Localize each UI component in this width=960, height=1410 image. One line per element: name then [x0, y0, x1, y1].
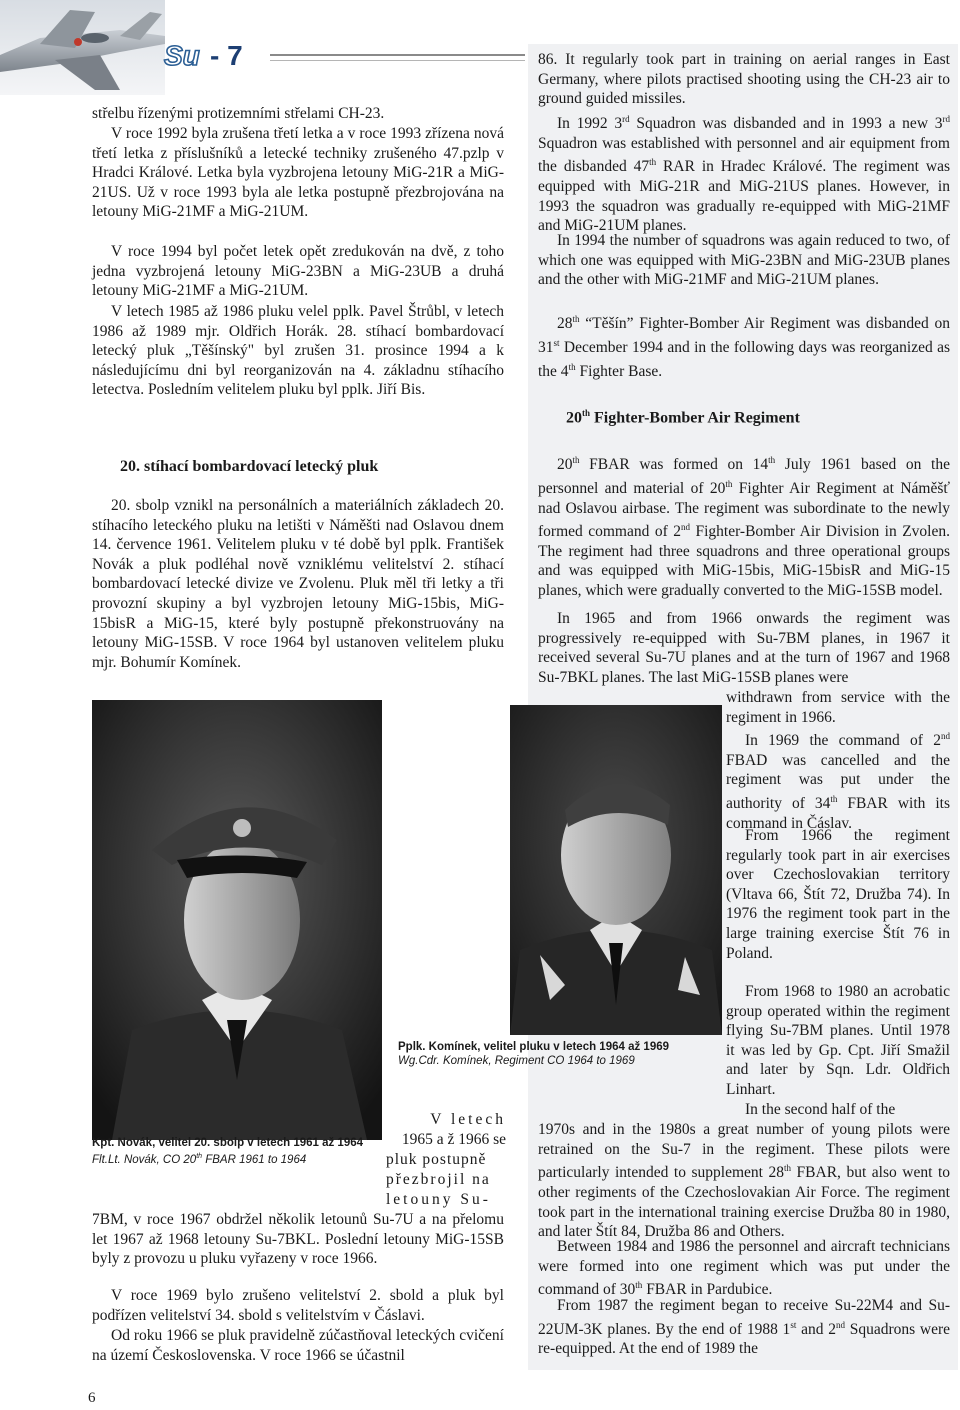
cz-paragraph-7: V roce 1969 bylo zrušeno velitelství 2. sbold a pluk byl podřízen velitelství 34. sbold s velitelstvím v Čáslavi. — [92, 1287, 504, 1324]
cz-wrap-line-1: V letech — [430, 1111, 506, 1128]
en-p5-b: FBAR was formed on 14 — [579, 456, 769, 474]
logo-model-text: - 7 — [210, 40, 243, 71]
en-p4-sup3: th — [568, 361, 576, 372]
cz-wrap-line-4: přezbrojil na — [386, 1171, 491, 1188]
en-paragraph-7 — [538, 1120, 950, 1242]
cz-paragraph-6: 7BM, v roce 1967 obdržel několik letounů Su-7U a na přelomu let 1967 až 1968 letouny Su-7BKL. Poslední letouny MiG-15SB byly z provozu u pluku vyřazeny v roce 1966. — [92, 1211, 504, 1268]
en-paragraph-8 — [538, 1237, 950, 1300]
cz-paragraph-1: střelbu řízenými protizemními střelami CH-23. — [92, 105, 385, 122]
en-p4-c: December 1994 and in the following days was reorganized as the 4 — [538, 338, 950, 380]
su7-logo — [160, 38, 270, 72]
en-p2-sup2: rd — [942, 114, 950, 124]
en-n2-a: In 1969 the command of 2 — [745, 732, 941, 750]
page-number: 6 — [88, 1390, 96, 1406]
en-p7-sup: th — [783, 1163, 791, 1174]
header-rule — [270, 54, 525, 56]
header-rule-thin — [270, 60, 525, 61]
en-p7-a: 1970s and in the 1980s a great number of young pilots were retrained on the Su-7 in the regiment. These pilots were particularly intended to supplement 28 — [538, 1121, 950, 1182]
en-p9-sup2: nd — [835, 1319, 845, 1330]
en-p2-sup1: rd — [622, 114, 630, 124]
en-p9-b: and 2 — [796, 1320, 836, 1338]
en-p4-sup1: th — [572, 314, 580, 324]
cz-paragraph-4: V letech 1985 až 1986 pluku velel pplk. Pavel Štrůbl, v letech 1986 až 1989 mjr. Oldřich Horák. 28. stíhací bombardovací letecký pluk „Těšínský" byl zrušen 31. prosince 1994 a k následujícímu dni byl reorganizován na 4. základnu stíhacího letectva. Posledním velitelem pluku byl pplk. Jiří Bis. — [92, 303, 504, 399]
en-p5-c: July 1961 based on the personnel and material of 20 — [538, 456, 950, 497]
novak-caption-en-sup: th — [196, 1153, 203, 1160]
kominek-caption — [398, 1040, 718, 1068]
en-heading-a: 20 — [566, 409, 582, 427]
en-paragraph-4 — [538, 310, 950, 381]
en-p2-d: RAR in Hradec Králové. The regiment was equipped with MiG-21R and MiG-21US planes. However, in 1993 the squadron was gradually re-equipped with MiG-21MF and MiG-21UM planes. — [538, 158, 950, 235]
cz-wrap-line-3: pluk postupně — [386, 1151, 487, 1168]
novak-caption-en-b: FBAR 1961 to 1964 — [202, 1153, 307, 1166]
en-section-heading — [566, 408, 946, 427]
en-p9-c: Squadrons were re-equipped. At the end of 1989 the — [538, 1320, 950, 1358]
en-narrow-2 — [726, 727, 950, 833]
en-p9-a: From 1987 the regiment began to receive Su-22M4 and Su-22UM-3K planes. By the end of 1988 1 — [538, 1297, 950, 1338]
novak-portrait — [92, 700, 382, 1140]
en-p4-a: 28 — [557, 315, 573, 333]
en-p9-sup1: st — [790, 1319, 797, 1330]
en-narrow-5: In the second half of the — [745, 1101, 896, 1118]
logo-su-text: Su — [164, 40, 200, 71]
en-p7-b: FBAR, but also went to other regiments of the Czechoslovakian Air Force. The regiment took part in the international training exercise Družba 80 in 1980, and later Štít 84, Družba 86 and Others. — [538, 1164, 951, 1241]
header-logo — [160, 38, 270, 72]
en-p5-e: Fighter-Bomber Air Division in Zvolen. The regiment had three squadrons and three operational groups and was equipped with MiG-15bis, MiG-15bisR and MiG-15 planes, which were gradually converted to the MiG-15SB model. — [538, 523, 950, 600]
en-paragraph-2 — [538, 110, 950, 236]
novak-caption-cz: Kpt. Novák, velitel 20. sbolp v letech 1961 až 1964 — [92, 1137, 364, 1149]
en-p5-sup4: nd — [680, 522, 690, 533]
en-paragraph-5 — [538, 451, 950, 601]
kominek-caption-en: Wg.Cdr. Komínek, Regiment CO 1964 to 1969 — [398, 1055, 635, 1067]
en-paragraph-6: In 1965 and from 1966 onwards the regiment was progressively re-equipped with Su-7BM planes, in 1967 it received several Su-7U planes and at the turn of 1967 and 1968 Su-7BKL planes. The last MiG-15SB planes were — [538, 610, 950, 686]
en-narrow-4: From 1968 to 1980 an acrobatic group operated within the regiment flying Su-7BM planes. Until 1978 it was led by Gp. Cpt. Jiří Smažil and later by Sqn. Ldr. Oldřich Linhart. — [726, 983, 950, 1098]
en-paragraph-3: In 1994 the number of squadrons was again reduced to two, of which one was equipped with MiG-23BN and MiG-23UB planes and the other with MiG-21MF and MiG-21UM planes. — [538, 232, 950, 289]
kominek-portrait-image — [510, 705, 722, 1035]
cz-wrap-line-5: letouny Su- — [386, 1191, 491, 1208]
novak-caption-en — [92, 1150, 382, 1167]
en-p2-sup3: th — [649, 157, 657, 168]
en-p2-a: In 1992 3 — [557, 115, 623, 133]
en-p4-sup2: st — [553, 337, 560, 348]
en-p5-d: Fighter Air Regiment at Náměšť nad Oslavou airbase. The regiment was subordinate to the newly formed command of 2 — [538, 479, 951, 541]
mig-jet-icon — [0, 0, 165, 95]
novak-portrait-image — [92, 700, 382, 1140]
en-n2-b: FBAD was cancelled and the regiment was put under the authority of 34 — [726, 751, 950, 813]
en-p2-b: Squadron was disbanded and in 1993 a new 3 — [629, 115, 943, 133]
en-paragraph-1: 86. It regularly took part in training on aerial ranges in East Germany, where pilots practised shooting using the CH-23 air to ground guided missiles. — [538, 51, 950, 108]
en-p8-sup: th — [635, 1280, 643, 1291]
en-p4-b: “Těšín” Fighter-Bomber Air Regiment was disbanded on 31 — [538, 315, 950, 356]
kominek-portrait — [510, 705, 722, 1035]
en-narrow-1: withdrawn from service with the regiment in 1966. — [726, 689, 950, 726]
cz-paragraph-5: 20. sbolp vznikl na personálních a materiálních základech 20. stíhacího leteckého pluku na letišti v Náměšti nad Oslavou dnem 14. července 1961. Velitelem pluku v té době byl pplk. František Novák a pluk podléhal nově vzniklému velitelství 2. stíhací bombardovací letecké divize ve Zvolenu. Pluk měl tři letky a tři provozní skupiny a byl vyzbrojen letouny MiG-15bis, MiG-15bisR a MiG-15, které byly postupně překonstruovány na letouny MiG-15SB. V roce 1964 byl ustanoven velitelem pluku mjr. Bohumír Komínek. — [92, 497, 504, 671]
en-p2-c: Squadron was established with personnel and air equipment from the disbanded 47 — [538, 134, 950, 176]
en-heading-sup: th — [582, 408, 591, 418]
cz-paragraph-2: V roce 1992 byla zrušena třetí letka a v roce 1993 zřízena nová třetí letka z příslušníků a letecké techniky zrušeného 47.pzlp v Hradci Králové. Letka byla vyzbrojena letouny MiG-21R a MiG-21US. Už v roce 1993 byla ale letka postupně přezbrojována na letouny MiG-21MF a MiG-21UM. — [92, 125, 504, 221]
cz-section-heading: 20. stíhací bombardovací letecký pluk — [120, 458, 379, 475]
en-p4-d: Fighter Base. — [575, 362, 663, 380]
en-p8-b: FBAR in Pardubice. — [642, 1281, 773, 1299]
en-p8-a: Between 1984 and 1986 the personnel and aircraft technicians were formed into one regiment which was put under the command of 30 — [538, 1238, 950, 1299]
en-n2-sup2: th — [830, 793, 838, 804]
kominek-caption-cz: Pplk. Komínek, velitel pluku v letech 1964 až 1969 — [398, 1041, 670, 1053]
cz-wrap-line-2: 1965 a ž 1966 se — [401, 1131, 506, 1148]
cz-paragraph-3: V roce 1994 byl počet letek opět zredukován na dvě, z toho jedna vyzbrojená letouny MiG-23BN a MiG-23UB a druhá letouny MiG-21MF a MiG-21UM. — [92, 243, 504, 300]
en-p5-a: 20 — [557, 456, 573, 474]
header-jet-image — [0, 0, 165, 95]
en-narrow-3: From 1966 the regiment regularly took part in air exercises over Czechoslovakian territory (Vltava 66, Štít 72, Družba 74). In 1976 the regiment took part in the large training exercise Štít 76 in Poland. — [726, 827, 950, 962]
en-n2-sup: nd — [941, 731, 950, 741]
en-p5-sup3: th — [725, 478, 733, 489]
en-paragraph-9 — [538, 1296, 950, 1359]
en-p5-sup2: th — [768, 455, 776, 465]
en-heading-b: Fighter-Bomber Air Regiment — [590, 409, 800, 427]
cz-paragraph-8: Od roku 1966 se pluk pravidelně zúčastňoval leteckých cvičení na území Československa. V roce 1966 se účastnil — [92, 1327, 504, 1364]
novak-caption — [92, 1136, 382, 1167]
en-n2-c: FBAR with its command in Čáslav. — [726, 795, 950, 832]
novak-caption-en-a: Flt.Lt. Novák, CO 20 — [92, 1153, 197, 1166]
en-p5-sup1: th — [572, 455, 580, 465]
